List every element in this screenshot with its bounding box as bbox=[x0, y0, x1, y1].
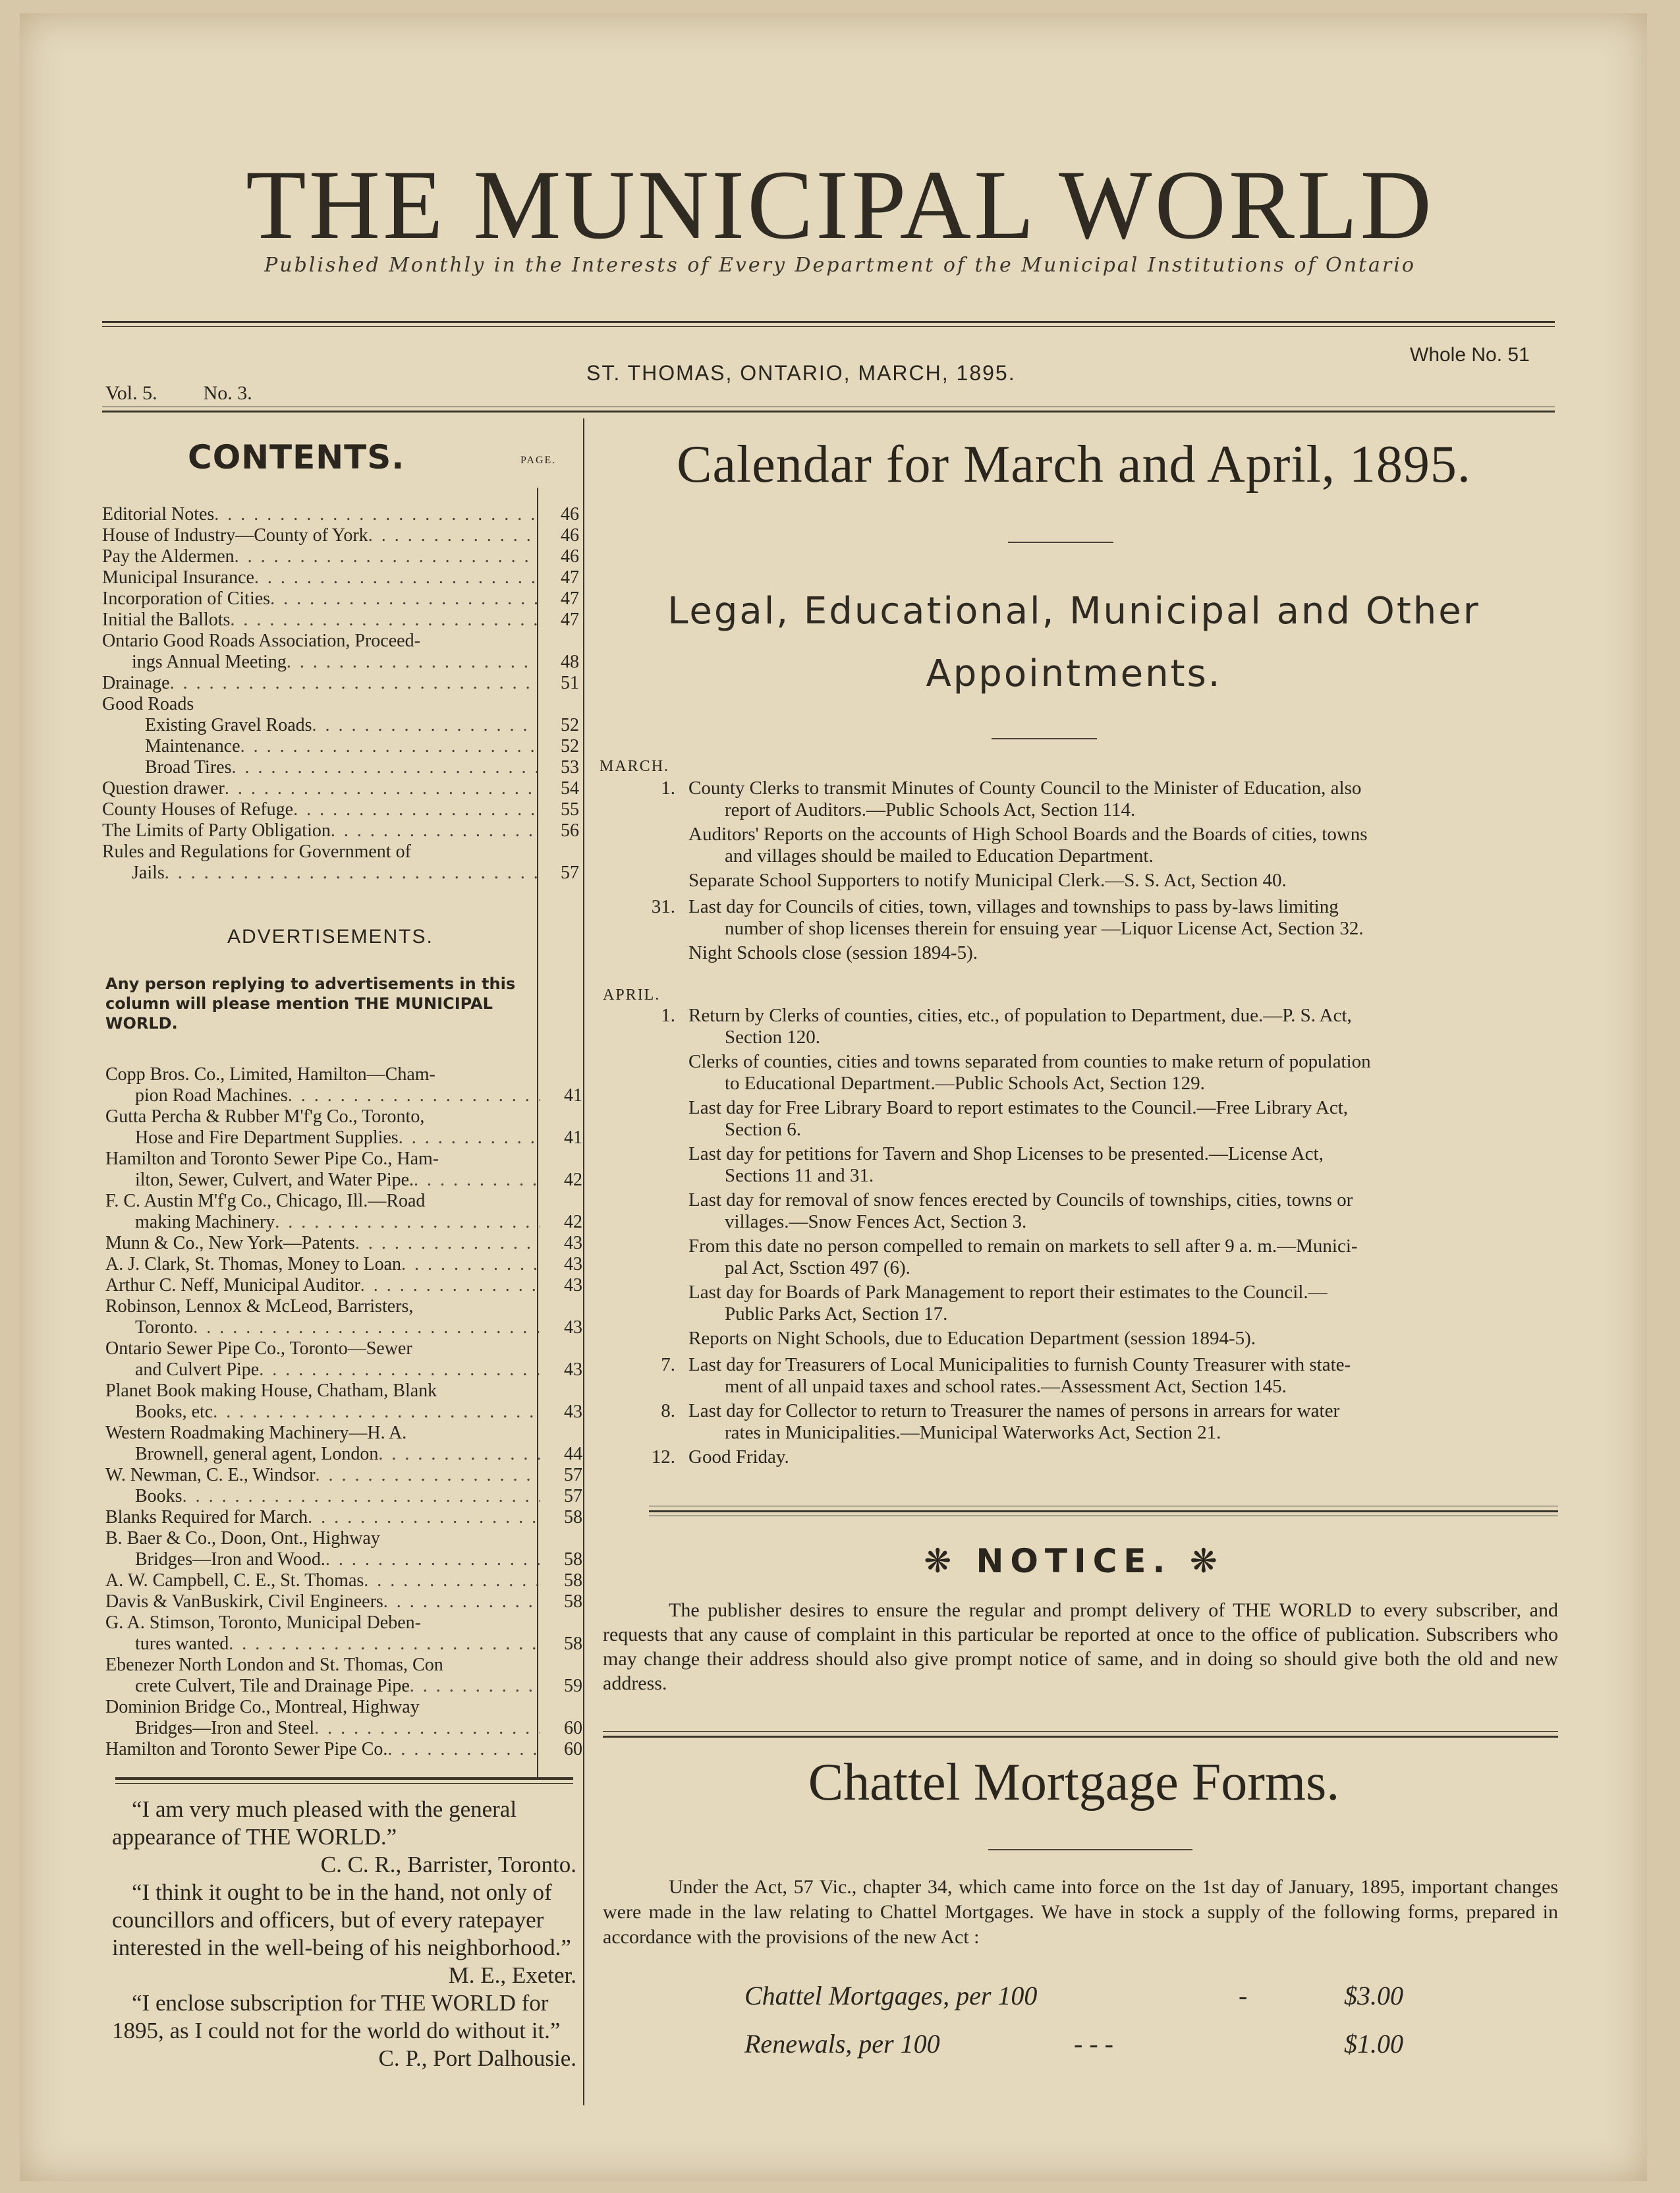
advertisement-item-text: and Culvert Pipe bbox=[135, 1359, 260, 1380]
calendar-entry bbox=[688, 1236, 1558, 1279]
contents-item-text: House of Industry—County of York bbox=[102, 525, 368, 546]
advertisement-item-page: 43 bbox=[564, 1233, 582, 1253]
calendar-entry-text: Last day for removal of snow fences erected by Councils of townships, cities, towns or bbox=[688, 1189, 1353, 1210]
calendar-entry-text: Good Friday. bbox=[688, 1446, 789, 1467]
notice-title: ❋ NOTICE. ❋ bbox=[924, 1542, 1224, 1580]
advertisement-item-text: Planet Book making House, Chatham, Blank bbox=[105, 1381, 437, 1401]
calendar-title: Calendar for March and April, 1895. bbox=[677, 436, 1471, 494]
calendar-entry bbox=[688, 1328, 1558, 1350]
calendar-entry bbox=[661, 1400, 1558, 1444]
advertisement-item-text: Gutta Percha & Rubber M'f'g Co., Toronto, bbox=[105, 1106, 425, 1127]
calendar-entry bbox=[661, 1005, 1558, 1048]
dot-leader bbox=[182, 1486, 540, 1507]
advertisement-item-page: 43 bbox=[564, 1275, 582, 1296]
advertisement-item-text: Western Roadmaking Machinery—H. A. bbox=[105, 1423, 407, 1443]
dot-leader bbox=[314, 1718, 540, 1739]
advertisement-item-text: Books bbox=[135, 1486, 182, 1506]
advertisement-item bbox=[105, 1317, 582, 1338]
contents-item-page: 48 bbox=[561, 652, 579, 672]
issue-number: No. 3. bbox=[203, 382, 252, 404]
contents-item-page: 47 bbox=[561, 588, 579, 609]
dot-leader bbox=[410, 1676, 540, 1697]
advertisement-item-text: Bridges—Iron and Wood. bbox=[135, 1549, 325, 1570]
advertisement-item-page: 57 bbox=[564, 1486, 582, 1506]
month-march: MARCH. bbox=[600, 758, 670, 775]
contents-item-text: Maintenance bbox=[145, 736, 240, 756]
dot-leader bbox=[312, 715, 537, 736]
contents-item bbox=[102, 820, 579, 841]
contents-item bbox=[102, 610, 579, 631]
contents-item bbox=[102, 863, 579, 884]
advertisement-item-text: Hamilton and Toronto Sewer Pipe Co. bbox=[105, 1739, 388, 1759]
contents-item-text: Ontario Good Roads Association, Proceed- bbox=[102, 631, 420, 651]
advertisement-item-text: Hamilton and Toronto Sewer Pipe Co., Ham- bbox=[105, 1149, 439, 1169]
section-rule bbox=[649, 1510, 1558, 1512]
contents-item bbox=[102, 652, 579, 673]
advertisement-item-text: making Machinery bbox=[135, 1212, 275, 1232]
calendar-entry-text: Last day for Free Library Board to report estimates to the Council.—Free Library Act, bbox=[688, 1097, 1349, 1118]
dot-leader bbox=[378, 1444, 540, 1465]
contents-item bbox=[102, 736, 579, 757]
dot-leader bbox=[364, 1570, 540, 1591]
calendar-entry bbox=[688, 1051, 1558, 1095]
calendar-entry bbox=[688, 1189, 1558, 1233]
calendar-entry-continuation: Sections 11 and 31. bbox=[725, 1165, 874, 1186]
calendar-entry-text: Last day for Councils of cities, town, villages and townships to pass by-laws limiting bbox=[688, 896, 1339, 917]
dot-leader bbox=[275, 1212, 540, 1233]
calendar-entry-continuation: report of Auditors.—Public Schools Act, Section 114. bbox=[725, 799, 1136, 820]
contents-item-page: 46 bbox=[561, 504, 579, 525]
advertisement-item-page: 43 bbox=[564, 1254, 582, 1274]
advertisement-item bbox=[105, 1444, 582, 1465]
advertisement-item-text: Hose and Fire Department Supplies bbox=[135, 1127, 399, 1148]
divider bbox=[1008, 542, 1113, 543]
masthead-title: THE MUNICIPAL WORLD bbox=[246, 150, 1434, 260]
contents-item-text: Jails bbox=[132, 863, 165, 883]
volume-number bbox=[105, 382, 298, 405]
contents-item-page: 54 bbox=[561, 778, 579, 799]
advertisement-item-page: 60 bbox=[564, 1718, 582, 1738]
calendar-entry-text: Last day for petitions for Tavern and Shop Licenses to be presented.—License Act, bbox=[688, 1143, 1324, 1164]
calendar-entry bbox=[651, 1446, 1558, 1468]
contents-item bbox=[102, 799, 579, 820]
advertisements-note: Any person replying to advertisements in this column will please mention THE MUNICIPAL WORLD. bbox=[105, 975, 516, 1033]
advertisement-item-page: 58 bbox=[564, 1549, 582, 1570]
calendar-entry-text: From this date no person compelled to remain on markets to sell after 9 a. m.—Munici- bbox=[688, 1236, 1358, 1257]
contents-item-text: Question drawer bbox=[102, 778, 225, 799]
testimonial-quote: “I think it ought to be in the hand, not only of councillors and officers, but of every ratepayer interested in the well-being of his neighborhood.” bbox=[112, 1879, 571, 1960]
contents-item bbox=[102, 631, 537, 652]
contents-item-text: ings Annual Meeting bbox=[132, 652, 287, 672]
calendar-entry bbox=[688, 1097, 1558, 1141]
calendar-entry-text: Last day for Collector to return to Treasurer the names of persons in arrears for water bbox=[688, 1400, 1340, 1421]
contents-item bbox=[102, 567, 579, 588]
advertisement-item bbox=[105, 1655, 540, 1676]
contents-item-text: Broad Tires bbox=[145, 757, 232, 778]
chattel-text: Under the Act, 57 Vic., chapter 34, which came into force on the 1st day of January, 1895, important changes were made in the law relating to Chattel Mortgages. We have in stock a supply of the following forms, prepared in accordance with the provisions of the new Act : bbox=[603, 1876, 1558, 1948]
price-amount: $1.00 bbox=[1344, 2029, 1403, 2059]
dot-leader bbox=[170, 673, 537, 694]
calendar-entry bbox=[688, 824, 1558, 867]
calendar-entry-text: Reports on Night Schools, due to Education Department (session 1894-5). bbox=[688, 1328, 1256, 1349]
price-leader: - - - bbox=[1074, 2029, 1113, 2059]
advertisement-item-text: Ebenezer North London and St. Thomas, Con bbox=[105, 1655, 443, 1675]
contents-item bbox=[102, 525, 579, 546]
advertisement-item bbox=[105, 1064, 540, 1085]
calendar-day: 8. bbox=[661, 1400, 675, 1421]
advertisement-item-text: A. J. Clark, St. Thomas, Money to Loan bbox=[105, 1254, 402, 1274]
dot-leader bbox=[287, 652, 537, 673]
calendar-entry bbox=[688, 870, 1558, 892]
contents-item-page: 51 bbox=[561, 673, 579, 693]
calendar-entry-continuation: to Educational Department.—Public Schools Act, Section 129. bbox=[725, 1073, 1205, 1094]
advertisement-item-text: Robinson, Lennox & McLeod, Barristers, bbox=[105, 1296, 414, 1317]
calendar-entry-continuation: pal Act, Ssction 497 (6). bbox=[725, 1257, 910, 1278]
price-label: Renewals, per 100 bbox=[744, 2029, 940, 2059]
advertisement-item bbox=[105, 1212, 582, 1233]
advertisement-item bbox=[105, 1423, 540, 1444]
chattel-title: Chattel Mortgage Forms. bbox=[808, 1753, 1340, 1811]
advertisement-item bbox=[105, 1149, 540, 1170]
advertisement-item-text: Copp Bros. Co., Limited, Hamilton—Cham- bbox=[105, 1064, 435, 1085]
price-leader: - bbox=[1239, 1981, 1248, 2010]
advertisement-item-page: 58 bbox=[564, 1507, 582, 1527]
contents-item-text: Incorporation of Cities bbox=[102, 588, 271, 609]
advertisement-item bbox=[105, 1549, 582, 1570]
dot-leader bbox=[225, 778, 537, 799]
advertisement-item-text: W. Newman, C. E., Windsor bbox=[105, 1465, 316, 1485]
advertisement-item bbox=[105, 1612, 540, 1634]
advertisement-item-page: 59 bbox=[564, 1676, 582, 1696]
section-rule bbox=[603, 1731, 1558, 1732]
quote-rule bbox=[115, 1783, 573, 1784]
calendar-day: 31. bbox=[651, 896, 675, 917]
dot-leader bbox=[240, 736, 537, 757]
advertisement-item-page: 42 bbox=[564, 1170, 582, 1190]
dot-leader bbox=[165, 863, 537, 884]
dot-leader bbox=[383, 1591, 540, 1612]
advertisement-item-text: ilton, Sewer, Culvert, and Water Pipe. bbox=[135, 1170, 414, 1190]
advertisement-item-page: 57 bbox=[564, 1465, 582, 1485]
dot-leader bbox=[259, 1359, 540, 1381]
contents-item bbox=[102, 715, 579, 736]
advertisement-item bbox=[105, 1676, 582, 1697]
calendar-entry-text: Last day for Boards of Park Management to report their estimates to the Council.— bbox=[688, 1282, 1328, 1303]
advertisement-item-text: Davis & VanBuskirk, Civil Engineers bbox=[105, 1591, 383, 1612]
contents-item bbox=[102, 757, 579, 778]
contents-item bbox=[102, 546, 579, 567]
contents-item bbox=[102, 694, 537, 715]
advertisement-item bbox=[105, 1127, 582, 1149]
page-column-label: PAGE. bbox=[520, 455, 557, 466]
advertisement-item-page: 43 bbox=[564, 1402, 582, 1422]
contents-item-page: 53 bbox=[561, 757, 579, 778]
testimonial-quote: “I am very much pleased with the general appearance of THE WORLD.” bbox=[112, 1796, 517, 1850]
advertisement-item bbox=[105, 1507, 582, 1528]
dot-leader bbox=[270, 588, 537, 610]
contents-item-text: Municipal Insurance bbox=[102, 567, 254, 588]
advertisement-item-text: pion Road Machines bbox=[135, 1085, 288, 1106]
advertisement-item bbox=[105, 1296, 540, 1317]
calendar-entry-text: County Clerks to transmit Minutes of County Council to the Minister of Education, also bbox=[688, 778, 1362, 799]
dot-leader bbox=[230, 610, 537, 631]
advertisement-item bbox=[105, 1170, 582, 1191]
advertisement-item bbox=[105, 1254, 582, 1275]
advertisement-item-text: G. A. Stimson, Toronto, Municipal Deben- bbox=[105, 1612, 421, 1633]
contents-item bbox=[102, 673, 579, 694]
advertisements-list bbox=[105, 1064, 582, 1760]
divider bbox=[992, 738, 1097, 739]
appointments-title-line2: Appointments. bbox=[926, 652, 1222, 695]
dot-leader bbox=[214, 504, 537, 525]
advertisement-item-page: 60 bbox=[564, 1739, 582, 1759]
advertisement-item bbox=[105, 1402, 582, 1423]
contents-item-page: 47 bbox=[561, 567, 579, 588]
testimonial-quote: “I enclose subscription for THE WORLD for 1895, as I could not for the world do without it.” bbox=[112, 1990, 561, 2043]
calendar-entry-continuation: villages.—Snow Fences Act, Section 3. bbox=[725, 1211, 1027, 1232]
contents-item bbox=[102, 504, 579, 525]
advertisement-item-page: 42 bbox=[564, 1212, 582, 1232]
advertisement-item-text: F. C. Austin M'f'g Co., Chicago, Ill.—Road bbox=[105, 1191, 426, 1211]
advertisement-item bbox=[105, 1528, 540, 1549]
dot-leader bbox=[229, 1634, 540, 1655]
header-rule bbox=[102, 411, 1555, 413]
dot-leader bbox=[368, 525, 537, 546]
dot-leader bbox=[193, 1317, 540, 1338]
notice-text: The publisher desires to ensure the regular and prompt delivery of THE WORLD to every subscriber, and requests that any cause of complaint in this particular be reported at once to the office of publication. Subscribers who may change their address should also give prompt notice of same, and in doing so should give both the old and new address. bbox=[603, 1599, 1558, 1694]
contents-item-page: 57 bbox=[561, 863, 579, 883]
calendar-entry-text: Return by Clerks of counties, cities, etc., of population to Department, due.—P. S. Act, bbox=[688, 1005, 1352, 1026]
advertisement-item bbox=[105, 1233, 582, 1254]
advertisement-item bbox=[105, 1634, 582, 1655]
price-amount: $3.00 bbox=[1344, 1981, 1403, 2010]
price-label: Chattel Mortgages, per 100 bbox=[744, 1981, 1038, 2010]
advertisement-item bbox=[105, 1106, 540, 1127]
contents-item-text: The Limits of Party Obligation bbox=[102, 820, 331, 841]
dot-leader bbox=[293, 799, 537, 820]
advertisement-item-page: 58 bbox=[564, 1591, 582, 1612]
calendar-day: 1. bbox=[661, 778, 675, 799]
calendar-entry-continuation: Public Parks Act, Section 17. bbox=[725, 1303, 948, 1324]
contents-item bbox=[102, 778, 579, 799]
advertisement-item-text: Ontario Sewer Pipe Co., Toronto—Sewer bbox=[105, 1338, 412, 1359]
dot-leader bbox=[401, 1254, 540, 1275]
whole-number: Whole No. 51 bbox=[1410, 344, 1530, 366]
advertisement-item-text: Bridges—Iron and Steel bbox=[135, 1718, 315, 1738]
advertisement-item-text: B. Baer & Co., Doon, Ont., Highway bbox=[105, 1528, 380, 1549]
calendar-entry bbox=[661, 1354, 1558, 1398]
dot-leader bbox=[360, 1275, 540, 1296]
advertisement-item bbox=[105, 1486, 582, 1507]
dot-leader bbox=[316, 1465, 540, 1486]
volume: Vol. 5. bbox=[105, 382, 157, 404]
masthead-subtitle: Published Monthly in the Interests of Every Department of the Municipal Institutions of Ontario bbox=[264, 254, 1416, 277]
advertisement-item-page: 41 bbox=[564, 1127, 582, 1148]
calendar-day: 12. bbox=[651, 1446, 675, 1467]
calendar-entry-continuation: Section 6. bbox=[725, 1119, 801, 1140]
dot-leader bbox=[325, 1549, 540, 1570]
appointments-title-line1: Legal, Educational, Municipal and Other bbox=[667, 590, 1480, 633]
testimonial-attribution: C. P., Port Dalhousie. bbox=[378, 2045, 576, 2071]
advertisement-item bbox=[105, 1381, 540, 1402]
calendar-entry-continuation: ment of all unpaid taxes and school rates.—Assessment Act, Section 145. bbox=[725, 1376, 1287, 1397]
advertisement-item-text: Brownell, general agent, London bbox=[135, 1444, 379, 1464]
advertisement-item bbox=[105, 1718, 582, 1739]
advertisement-item bbox=[105, 1739, 582, 1760]
advertisement-item-page: 43 bbox=[564, 1317, 582, 1338]
contents-item-page: 52 bbox=[561, 715, 579, 735]
advertisement-item bbox=[105, 1570, 582, 1591]
advertisement-item bbox=[105, 1085, 582, 1106]
calendar-day: 1. bbox=[661, 1005, 675, 1026]
advertisement-item-text: Munn & Co., New York—Patents bbox=[105, 1233, 355, 1253]
calendar-entry-text: Night Schools close (session 1894-5). bbox=[688, 942, 978, 963]
calendar-entry bbox=[688, 1282, 1558, 1325]
advertisement-item bbox=[105, 1359, 582, 1381]
dot-leader bbox=[331, 820, 537, 841]
dot-leader bbox=[399, 1127, 540, 1149]
dot-leader bbox=[355, 1233, 540, 1254]
testimonials bbox=[112, 1796, 576, 2072]
calendar-day: 7. bbox=[661, 1354, 675, 1375]
advertisement-item bbox=[105, 1465, 582, 1486]
dot-leader bbox=[387, 1739, 540, 1760]
dot-leader bbox=[308, 1507, 540, 1528]
advertisement-item-page: 58 bbox=[564, 1570, 582, 1591]
advertisement-item-page: 58 bbox=[564, 1634, 582, 1654]
calendar-entry-continuation: Section 120. bbox=[725, 1027, 820, 1048]
calendar-entry bbox=[661, 778, 1558, 821]
dot-leader bbox=[414, 1170, 540, 1191]
divider bbox=[988, 1849, 1192, 1850]
appointments-title bbox=[593, 580, 1555, 705]
advertisement-item-text: Arthur C. Neff, Municipal Auditor bbox=[105, 1275, 360, 1296]
advertisement-item bbox=[105, 1697, 540, 1718]
advertisement-item-text: A. W. Campbell, C. E., St. Thomas bbox=[105, 1570, 364, 1591]
contents-item-page: 52 bbox=[561, 736, 579, 756]
place-date: ST. THOMAS, ONTARIO, MARCH, 1895. bbox=[586, 361, 1016, 385]
calendar-entry-continuation: number of shop licenses therein for ensuing year —Liquor License Act, Section 32. bbox=[725, 918, 1364, 939]
quote-rule bbox=[115, 1777, 573, 1780]
contents-item-text: Existing Gravel Roads bbox=[145, 715, 312, 735]
advertisement-item bbox=[105, 1275, 582, 1296]
calendar-entry bbox=[651, 896, 1558, 940]
contents-item-page: 47 bbox=[561, 610, 579, 630]
advertisement-item bbox=[105, 1338, 540, 1359]
dot-leader bbox=[213, 1402, 540, 1423]
section-rule bbox=[603, 1736, 1558, 1738]
contents-item bbox=[102, 588, 579, 610]
contents-item-page: 56 bbox=[561, 820, 579, 841]
dot-leader bbox=[254, 567, 537, 588]
month-april: APRIL. bbox=[603, 986, 661, 1004]
contents-item-text: Pay the Aldermen bbox=[102, 546, 235, 567]
header-rule bbox=[102, 321, 1555, 323]
contents-item bbox=[102, 841, 537, 863]
dot-leader bbox=[235, 546, 537, 567]
advertisement-item-text: tures wanted bbox=[135, 1634, 229, 1654]
advertisement-item-text: crete Culvert, Tile and Drainage Pipe bbox=[135, 1676, 410, 1696]
advertisement-item-text: Dominion Bridge Co., Montreal, Highway bbox=[105, 1697, 420, 1717]
advertisement-item bbox=[105, 1591, 582, 1612]
contents-item-text: Drainage bbox=[102, 673, 170, 693]
advertisement-item bbox=[105, 1191, 540, 1212]
contents-title: CONTENTS. bbox=[188, 438, 405, 476]
calendar-entry bbox=[688, 942, 1558, 964]
calendar-entry bbox=[688, 1143, 1558, 1187]
calendar-entry-text: Last day for Treasurers of Local Municipalities to furnish County Treasurer with state- bbox=[688, 1354, 1351, 1375]
advertisement-item-page: 44 bbox=[564, 1444, 582, 1464]
testimonial-attribution: C. C. R., Barrister, Toronto. bbox=[320, 1852, 576, 1877]
contents-item-text: Editorial Notes bbox=[102, 504, 215, 525]
contents-item-page: 46 bbox=[561, 525, 579, 546]
contents-item-text: Good Roads bbox=[102, 694, 194, 714]
calendar-entry-text: Auditors' Reports on the accounts of High School Boards and the Boards of cities, towns bbox=[688, 824, 1368, 845]
testimonial-attribution: M. E., Exeter. bbox=[448, 1962, 576, 1988]
advertisement-item-text: Toronto bbox=[135, 1317, 194, 1338]
calendar-entry-text: Clerks of counties, cities and towns separated from counties to make return of population bbox=[688, 1051, 1371, 1072]
contents-item-page: 55 bbox=[561, 799, 579, 820]
header-rule bbox=[102, 326, 1555, 327]
advertisement-item-text: Books, etc bbox=[135, 1402, 213, 1422]
dot-leader bbox=[288, 1085, 540, 1106]
calendar-entry-continuation: and villages should be mailed to Education Department. bbox=[725, 845, 1154, 867]
calendar-entry-text: Separate School Supporters to notify Municipal Clerk.—S. S. Act, Section 40. bbox=[688, 870, 1287, 891]
contents-item-text: Initial the Ballots bbox=[102, 610, 231, 630]
advertisement-item-page: 41 bbox=[564, 1085, 582, 1106]
calendar-entry-continuation: rates in Municipalities.—Municipal Waterworks Act, Section 21. bbox=[725, 1422, 1221, 1443]
contents-item-page: 46 bbox=[561, 546, 579, 567]
advertisements-title: ADVERTISEMENTS. bbox=[227, 926, 434, 948]
contents-list bbox=[102, 504, 579, 884]
contents-item-text: Rules and Regulations for Government of bbox=[102, 841, 411, 862]
contents-item-text: County Houses of Refuge bbox=[102, 799, 294, 820]
advertisement-item-text: Blanks Required for March bbox=[105, 1507, 308, 1527]
advertisement-item-page: 43 bbox=[564, 1359, 582, 1380]
dot-leader bbox=[231, 757, 537, 778]
